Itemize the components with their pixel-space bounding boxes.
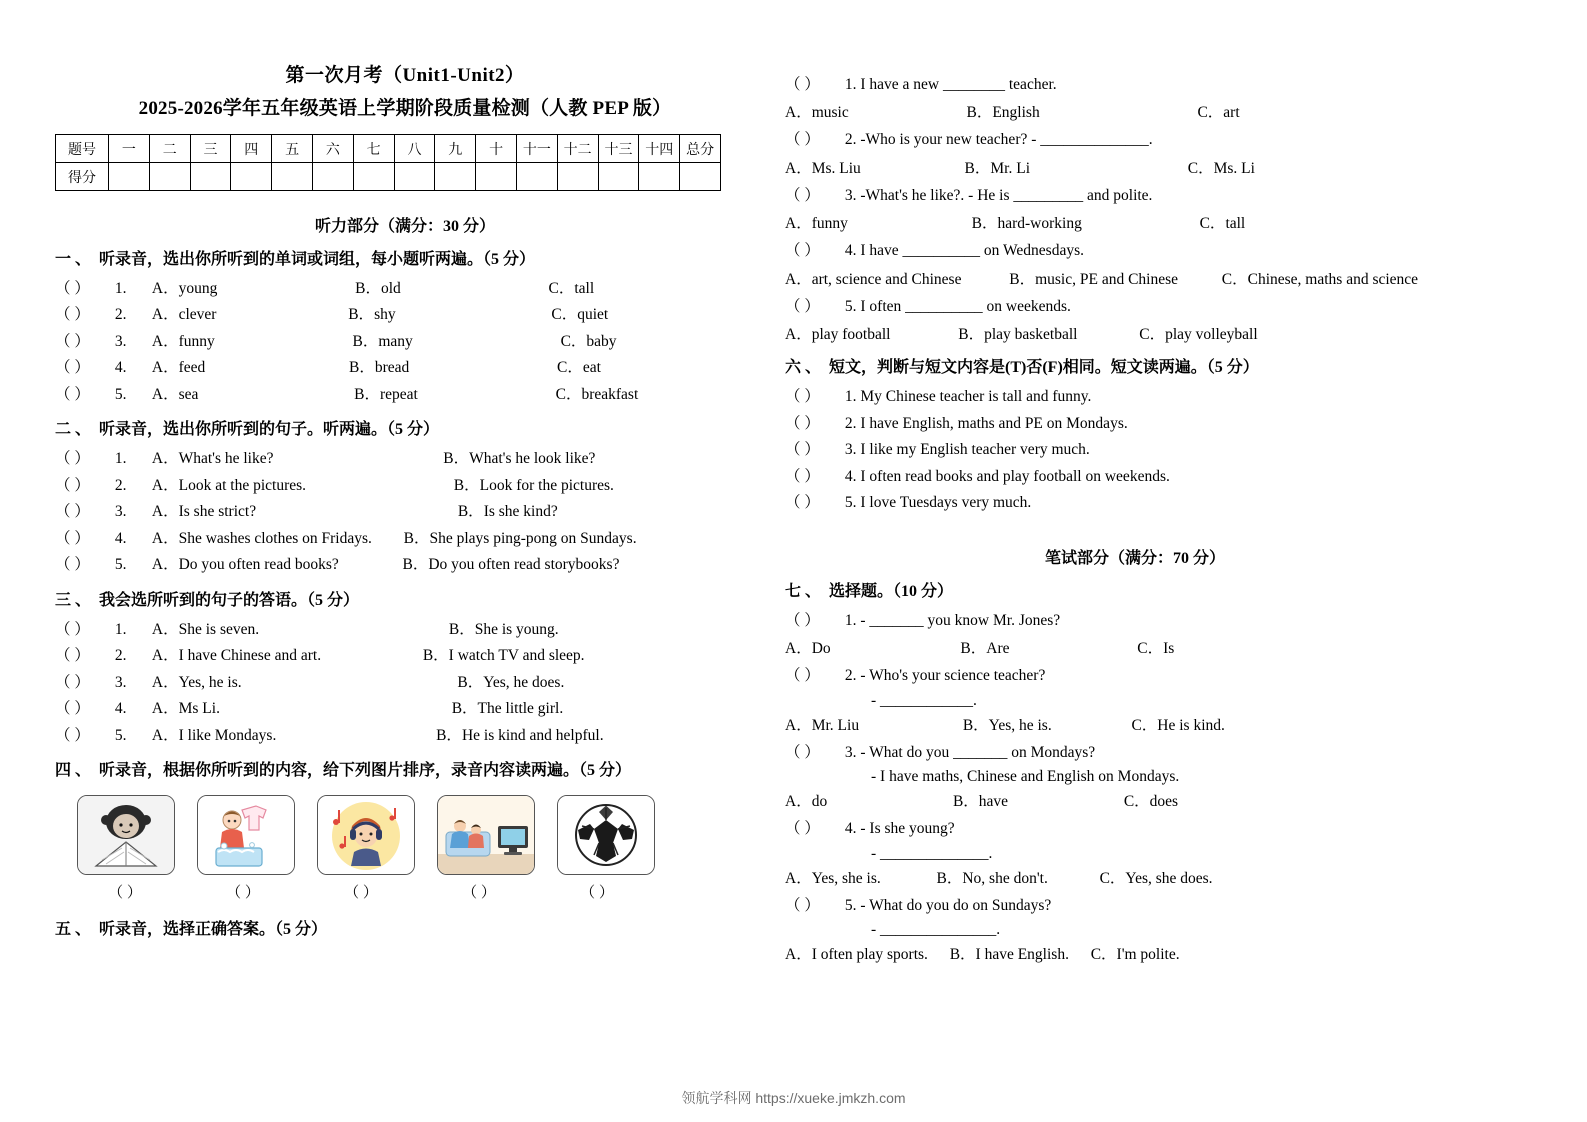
score-col-2: 二 bbox=[149, 135, 190, 163]
option-a[interactable]: A．young bbox=[151, 280, 218, 297]
section-5-number: 五、 bbox=[55, 921, 96, 939]
score-cell-9[interactable] bbox=[435, 163, 476, 191]
picture-blank-5[interactable]: （ ） bbox=[580, 885, 614, 902]
score-cell-3[interactable] bbox=[190, 163, 231, 191]
score-col-13: 十三 bbox=[598, 135, 639, 163]
list-item[interactable] bbox=[55, 501, 755, 523]
option-row[interactable] bbox=[785, 267, 1485, 289]
score-col-total: 总分 bbox=[680, 135, 721, 163]
item-number: 5. bbox=[114, 556, 127, 574]
picture-family-watching-tv[interactable] bbox=[437, 795, 535, 875]
option-a[interactable]: A．sea bbox=[151, 385, 199, 403]
score-col-1: 一 bbox=[109, 135, 150, 163]
item-stem: - Who's your science teacher? bbox=[860, 667, 1046, 685]
item-number: 5. bbox=[114, 726, 127, 744]
option-c[interactable]: C．play volleyball bbox=[1139, 326, 1258, 344]
option-a[interactable]: A．She is seven. bbox=[151, 620, 260, 638]
option-b[interactable]: B．old bbox=[355, 280, 401, 297]
option-b[interactable]: B．I have English. bbox=[949, 946, 1069, 964]
list-item[interactable] bbox=[55, 475, 755, 497]
section-2-title: 听录音，选出你所听到的句子。听两遍。（5 分） bbox=[99, 421, 440, 439]
written-section-title: 笔试部分（满分：70 分） bbox=[1044, 549, 1225, 567]
score-cell-7[interactable] bbox=[353, 163, 394, 191]
item-number: 3. bbox=[844, 186, 857, 204]
option-c[interactable]: C．He is kind. bbox=[1131, 716, 1225, 734]
section-3-title: 我会选所听到的句子的答语。（5 分） bbox=[99, 591, 360, 609]
section-7-heading bbox=[785, 580, 1485, 604]
item-number: 1. bbox=[844, 76, 857, 93]
option-c[interactable]: C．tall bbox=[1199, 215, 1246, 233]
option-b[interactable]: B．No, she don't. bbox=[936, 869, 1048, 887]
option-b[interactable]: B．bread bbox=[349, 359, 410, 377]
girl-reading-book-icon bbox=[78, 796, 174, 874]
option-a[interactable]: A．She washes clothes on Fridays. bbox=[151, 529, 372, 547]
score-col-4: 四 bbox=[231, 135, 272, 163]
section-3-number: 三、 bbox=[55, 591, 96, 609]
score-col-5: 五 bbox=[272, 135, 313, 163]
item-text: I have English, maths and PE on Mondays. bbox=[860, 414, 1128, 432]
option-b[interactable]: B．many bbox=[352, 332, 413, 350]
list-item[interactable] bbox=[785, 386, 1485, 408]
item-stem: - What do you do on Sundays? bbox=[860, 896, 1052, 914]
score-col-6: 六 bbox=[312, 135, 353, 163]
option-c[interactable]: C．I'm polite. bbox=[1090, 946, 1180, 964]
option-c[interactable]: C．breakfast bbox=[555, 385, 639, 403]
item-stem: I have __________ on Wednesdays. bbox=[860, 242, 1084, 260]
item-number: 2. bbox=[114, 476, 127, 494]
list-item[interactable] bbox=[785, 466, 1485, 488]
option-a[interactable]: A．Do bbox=[785, 640, 831, 658]
picture-answer-blanks bbox=[77, 881, 755, 902]
answer-blank[interactable]: （ ） bbox=[785, 297, 820, 315]
section-1-heading bbox=[55, 248, 755, 272]
option-a[interactable]: A．Mr. Liu bbox=[785, 716, 860, 734]
section-7-title: 选择题。（10 分） bbox=[829, 582, 954, 600]
picture-blank-1[interactable]: （ ） bbox=[108, 885, 142, 902]
option-c[interactable]: C．Is bbox=[1137, 640, 1175, 658]
option-row[interactable] bbox=[785, 789, 1485, 811]
left-column bbox=[55, 40, 755, 1060]
list-item[interactable] bbox=[55, 278, 755, 300]
answer-blank[interactable]: （ ） bbox=[55, 385, 90, 403]
answer-blank[interactable]: （ ） bbox=[785, 414, 820, 432]
list-item[interactable] bbox=[785, 185, 1485, 207]
option-b[interactable]: B．Do you often read storybooks? bbox=[402, 556, 620, 574]
item-number: 4. bbox=[114, 529, 127, 547]
list-item[interactable] bbox=[785, 610, 1485, 632]
option-a[interactable]: A．Is she strict? bbox=[151, 503, 257, 521]
item-answer-line: - I have maths, Chinese and English on Mondays. bbox=[871, 768, 1180, 786]
item-number: 5. bbox=[844, 297, 857, 315]
score-cell-total[interactable] bbox=[680, 163, 721, 191]
option-b[interactable]: B．shy bbox=[348, 306, 396, 324]
score-col-11: 十一 bbox=[516, 135, 557, 163]
page-title-line1: 第一次月考（Unit1-Unit2） bbox=[285, 65, 525, 86]
list-item[interactable] bbox=[785, 818, 1485, 840]
picture-blank-3[interactable]: （ ） bbox=[344, 885, 378, 902]
section-6-number: 六、 bbox=[785, 359, 826, 377]
score-cell-14[interactable] bbox=[639, 163, 680, 191]
picture-boy-washing-clothes[interactable] bbox=[197, 795, 295, 875]
answer-blank[interactable]: （ ） bbox=[785, 494, 820, 512]
option-b[interactable]: B．What's he look like? bbox=[443, 450, 596, 468]
option-row[interactable] bbox=[785, 636, 1485, 658]
option-c[interactable]: C．Yes, she does. bbox=[1099, 869, 1213, 887]
item-number: 2. bbox=[114, 306, 127, 324]
option-row[interactable] bbox=[785, 713, 1485, 735]
option-row[interactable] bbox=[785, 866, 1485, 888]
score-table bbox=[55, 134, 721, 191]
option-b[interactable]: B．play basketball bbox=[958, 326, 1078, 344]
list-item[interactable] bbox=[785, 742, 1485, 764]
option-a[interactable]: A．play football bbox=[785, 326, 891, 344]
option-b[interactable]: B．music, PE and Chinese bbox=[1009, 270, 1179, 288]
picture-football[interactable] bbox=[557, 795, 655, 875]
picture-girl-listening-music[interactable] bbox=[317, 795, 415, 875]
list-item[interactable] bbox=[55, 725, 755, 747]
list-item[interactable] bbox=[785, 439, 1485, 461]
item-stem: - _______ you know Mr. Jones? bbox=[860, 611, 1061, 629]
score-col-14: 十四 bbox=[639, 135, 680, 163]
list-item[interactable] bbox=[55, 672, 755, 694]
item-number: 2. bbox=[844, 131, 857, 149]
option-c[interactable]: C．quiet bbox=[551, 306, 609, 324]
list-item[interactable] bbox=[55, 554, 755, 576]
option-b[interactable]: B．hard-working bbox=[971, 215, 1082, 233]
list-item[interactable] bbox=[55, 645, 755, 667]
list-item[interactable] bbox=[55, 528, 755, 550]
answer-blank[interactable]: （ ） bbox=[55, 332, 90, 350]
item-number: 1. bbox=[114, 450, 127, 468]
option-a[interactable]: A．art, science and Chinese bbox=[785, 270, 962, 288]
option-b[interactable]: B．Look for the pictures. bbox=[453, 476, 614, 494]
option-a[interactable]: A．I often play sports. bbox=[785, 946, 928, 964]
section-1-title: 听录音，选出你所听到的单词或词组，每小题听两遍。（5 分） bbox=[99, 251, 536, 268]
picture-blank-2[interactable]: （ ） bbox=[226, 885, 260, 902]
option-a[interactable]: A．Yes, she is. bbox=[785, 869, 881, 887]
item-text: My Chinese teacher is tall and funny. bbox=[860, 388, 1092, 406]
option-b[interactable]: B．The little girl. bbox=[451, 700, 564, 718]
score-cell-11[interactable] bbox=[516, 163, 557, 191]
option-c[interactable]: C．does bbox=[1123, 793, 1179, 811]
item-number: 4. bbox=[844, 467, 857, 485]
item-number: 5. bbox=[844, 896, 857, 914]
score-col-9: 九 bbox=[435, 135, 476, 163]
option-c[interactable]: C．eat bbox=[557, 359, 601, 377]
item-number: 4. bbox=[114, 700, 127, 718]
option-c[interactable]: C．tall bbox=[548, 280, 595, 297]
option-row[interactable] bbox=[785, 156, 1485, 178]
answer-blank[interactable]: （ ） bbox=[55, 450, 90, 468]
option-row[interactable] bbox=[785, 100, 1485, 122]
answer-blank[interactable]: （ ） bbox=[55, 280, 90, 297]
answer-blank[interactable]: （ ） bbox=[785, 388, 820, 406]
answer-blank[interactable]: （ ） bbox=[55, 359, 90, 377]
item-number: 5. bbox=[844, 494, 857, 512]
answer-blank[interactable]: （ ） bbox=[785, 667, 820, 685]
item-number: 1. bbox=[114, 620, 127, 638]
option-b[interactable]: B．She plays ping-pong on Sundays. bbox=[403, 529, 637, 547]
section-4-number: 四、 bbox=[55, 762, 96, 780]
boy-washing-clothes-icon bbox=[198, 796, 294, 874]
section-2-heading bbox=[55, 418, 755, 442]
option-a[interactable]: A．I have Chinese and art. bbox=[151, 647, 322, 665]
answer-blank[interactable]: （ ） bbox=[785, 611, 820, 629]
item-number: 2. bbox=[114, 647, 127, 665]
score-cell-1[interactable] bbox=[109, 163, 150, 191]
item-number: 2. bbox=[844, 414, 857, 432]
item-text: I often read books and play football on weekends. bbox=[860, 467, 1170, 485]
section-4-title: 听录音，根据你所听到的内容，给下列图片排序，录音内容读两遍。（5 分） bbox=[99, 762, 632, 780]
option-b[interactable]: B．English bbox=[966, 104, 1040, 122]
answer-blank[interactable]: （ ） bbox=[55, 529, 90, 547]
section-5-heading bbox=[55, 918, 755, 942]
answer-blank[interactable]: （ ） bbox=[55, 620, 90, 638]
score-cell-6[interactable] bbox=[312, 163, 353, 191]
score-cell-13[interactable] bbox=[598, 163, 639, 191]
answer-blank[interactable]: （ ） bbox=[55, 647, 90, 665]
item-number: 4. bbox=[844, 242, 857, 260]
option-row[interactable] bbox=[785, 211, 1485, 233]
option-a[interactable]: A．Ms Li. bbox=[151, 700, 220, 718]
picture-girl-reading-book[interactable] bbox=[77, 795, 175, 875]
girl-listening-music-icon bbox=[318, 796, 414, 874]
score-col-8: 八 bbox=[394, 135, 435, 163]
option-a[interactable]: A．Ms. Liu bbox=[785, 159, 861, 177]
score-cell-4[interactable] bbox=[231, 163, 272, 191]
answer-blank[interactable]: （ ） bbox=[785, 467, 820, 485]
list-item[interactable] bbox=[785, 413, 1485, 435]
option-c[interactable]: C．Ms. Li bbox=[1187, 159, 1255, 177]
option-row[interactable] bbox=[785, 942, 1485, 964]
list-item[interactable] bbox=[785, 240, 1485, 262]
section-7-number: 七、 bbox=[785, 582, 826, 600]
item-stem: I have a new ________ teacher. bbox=[860, 76, 1057, 93]
option-a[interactable]: A．clever bbox=[151, 306, 217, 324]
section-1-number: 一、 bbox=[55, 251, 96, 268]
list-item[interactable] bbox=[55, 357, 755, 379]
list-item[interactable] bbox=[55, 448, 755, 470]
item-answer-line: - ______________. bbox=[871, 844, 993, 862]
item-number: 1. bbox=[844, 388, 857, 406]
score-cell-10[interactable] bbox=[476, 163, 517, 191]
page-title-line2: 2025-2026学年五年级英语上学期阶段质量检测（人教 PEP 版） bbox=[138, 98, 672, 119]
list-item[interactable] bbox=[785, 895, 1485, 917]
option-b[interactable]: B．repeat bbox=[354, 385, 418, 403]
list-item[interactable] bbox=[785, 492, 1485, 514]
list-item[interactable] bbox=[785, 665, 1485, 687]
option-b[interactable]: B．I watch TV and sleep. bbox=[422, 647, 585, 665]
item-number: 4. bbox=[844, 820, 857, 838]
item-stem: -Who is your new teacher? - ______________. bbox=[860, 131, 1153, 149]
family-watching-tv-icon bbox=[438, 796, 534, 874]
section-5-title: 听录音，选择正确答案。（5 分） bbox=[99, 921, 328, 939]
item-number: 3. bbox=[114, 503, 127, 521]
answer-blank[interactable]: （ ） bbox=[785, 242, 820, 260]
option-b[interactable]: B．have bbox=[952, 793, 1009, 811]
score-cell-5[interactable] bbox=[272, 163, 313, 191]
item-stem: - Is she young? bbox=[860, 820, 955, 838]
picture-blank-4[interactable]: （ ） bbox=[462, 885, 496, 902]
option-a[interactable]: A．Yes, he is. bbox=[151, 673, 242, 691]
answer-blank[interactable]: （ ） bbox=[55, 556, 90, 574]
option-a[interactable]: A．Do you often read books? bbox=[151, 556, 339, 574]
item-stem: - What do you _______ on Mondays? bbox=[860, 743, 1096, 761]
score-col-3: 三 bbox=[190, 135, 231, 163]
answer-blank[interactable]: （ ） bbox=[785, 820, 820, 838]
score-table-row-label-1: 题号 bbox=[56, 135, 109, 163]
list-item[interactable] bbox=[55, 331, 755, 353]
list-item[interactable] bbox=[55, 304, 755, 326]
option-b[interactable]: B．Is she kind? bbox=[457, 503, 558, 521]
section-6-title: 短文，判断与短文内容是(T)否(F)相同。短文读两遍。（5 分） bbox=[829, 359, 1259, 377]
list-item[interactable] bbox=[785, 129, 1485, 151]
item-number: 3. bbox=[844, 441, 857, 459]
football-icon bbox=[558, 796, 654, 874]
option-a[interactable]: A．I like Mondays. bbox=[151, 726, 277, 744]
option-b[interactable]: B．Yes, he is. bbox=[962, 716, 1052, 734]
option-a[interactable]: A．funny bbox=[785, 215, 848, 233]
option-row[interactable] bbox=[785, 322, 1485, 344]
two-column-layout bbox=[55, 40, 1532, 1060]
score-col-10: 十 bbox=[476, 135, 517, 163]
list-item[interactable] bbox=[55, 384, 755, 406]
right-column bbox=[785, 40, 1485, 1060]
option-a[interactable]: A．Look at the pictures. bbox=[151, 476, 307, 494]
option-c[interactable]: C．art bbox=[1197, 104, 1240, 122]
option-b[interactable]: B．Yes, he does. bbox=[457, 673, 565, 691]
item-number: 3. bbox=[844, 743, 857, 761]
item-number: 5. bbox=[114, 385, 127, 403]
option-a[interactable]: A．funny bbox=[151, 332, 215, 350]
answer-blank[interactable]: （ ） bbox=[55, 700, 90, 718]
option-b[interactable]: B．She is young. bbox=[448, 620, 559, 638]
score-col-7: 七 bbox=[353, 135, 394, 163]
item-number: 2. bbox=[844, 667, 857, 685]
item-stem: -What's he like?. - He is _________ and polite. bbox=[860, 186, 1153, 204]
item-number: 3. bbox=[114, 332, 127, 350]
score-table-row-label-2: 得分 bbox=[56, 163, 109, 191]
score-col-12: 十二 bbox=[557, 135, 598, 163]
answer-blank[interactable]: （ ） bbox=[785, 441, 820, 459]
option-c[interactable]: C．baby bbox=[560, 332, 617, 350]
answer-blank[interactable]: （ ） bbox=[55, 726, 90, 744]
option-a[interactable]: A．music bbox=[785, 104, 849, 122]
answer-blank[interactable]: （ ） bbox=[785, 743, 820, 761]
answer-blank[interactable]: （ ） bbox=[785, 896, 820, 914]
answer-blank[interactable]: （ ） bbox=[785, 76, 820, 93]
item-number: 4. bbox=[114, 359, 127, 377]
score-cell-2[interactable] bbox=[149, 163, 190, 191]
item-number: 1. bbox=[114, 280, 127, 297]
list-item[interactable] bbox=[55, 619, 755, 641]
answer-blank[interactable]: （ ） bbox=[55, 306, 90, 324]
table-row-scores bbox=[56, 163, 721, 191]
item-number: 3. bbox=[114, 673, 127, 691]
item-text: I love Tuesdays very much. bbox=[860, 494, 1032, 512]
list-item[interactable] bbox=[785, 296, 1485, 318]
option-a[interactable]: A．feed bbox=[151, 359, 206, 377]
table-row-headers bbox=[56, 135, 721, 163]
item-answer-line: - ____________. bbox=[871, 691, 977, 709]
list-item[interactable] bbox=[785, 74, 1485, 96]
option-a[interactable]: A．What's he like? bbox=[151, 450, 274, 468]
option-a[interactable]: A．do bbox=[785, 793, 828, 811]
item-answer-line: - _______________. bbox=[871, 921, 1001, 939]
answer-blank[interactable]: （ ） bbox=[55, 503, 90, 521]
answer-blank[interactable]: （ ） bbox=[785, 131, 820, 149]
answer-blank[interactable]: （ ） bbox=[55, 673, 90, 691]
option-b[interactable]: B．Are bbox=[960, 640, 1010, 658]
picture-ordering-row bbox=[77, 795, 755, 875]
list-item[interactable] bbox=[55, 698, 755, 720]
option-c[interactable]: C．Chinese, maths and science bbox=[1221, 270, 1419, 288]
section-2-number: 二、 bbox=[55, 421, 96, 439]
section-4-heading bbox=[55, 759, 755, 783]
answer-blank[interactable]: （ ） bbox=[55, 476, 90, 494]
score-cell-8[interactable] bbox=[394, 163, 435, 191]
score-cell-12[interactable] bbox=[557, 163, 598, 191]
section-6-heading bbox=[785, 356, 1485, 380]
section-3-heading bbox=[55, 589, 755, 613]
option-b[interactable]: B．Mr. Li bbox=[964, 159, 1031, 177]
option-b[interactable]: B．He is kind and helpful. bbox=[436, 726, 604, 744]
item-stem: I often __________ on weekends. bbox=[860, 297, 1071, 315]
answer-blank[interactable]: （ ） bbox=[785, 186, 820, 204]
listening-section-title: 听力部分（满分：30 分） bbox=[314, 218, 495, 235]
item-number: 1. bbox=[844, 611, 857, 629]
item-text: I like my English teacher very much. bbox=[860, 441, 1090, 459]
page-footer-watermark: 领航学科网 https://xueke.jmkzh.com bbox=[681, 1090, 906, 1106]
